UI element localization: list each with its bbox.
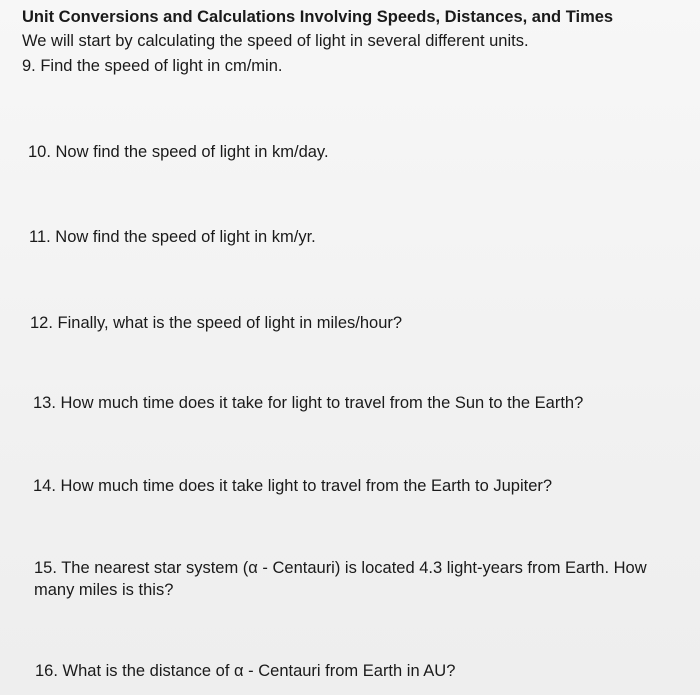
question-14: 14. How much time does it take light to travel from the Earth to Jupiter? [33, 477, 553, 495]
question-10: 10. Now find the speed of light in km/day. [28, 143, 329, 161]
question-15-line-2: many miles is this? [34, 581, 174, 599]
question-11: 11. Now find the speed of light in km/yr. [29, 228, 316, 246]
question-9: 9. Find the speed of light in cm/min. [22, 57, 283, 75]
question-13: 13. How much time does it take for light to travel from the Sun to the Earth? [33, 394, 584, 412]
worksheet-title: Unit Conversions and Calculations Involving Speeds, Distances, and Times [22, 8, 614, 26]
question-12: 12. Finally, what is the speed of light in miles/hour? [30, 314, 403, 332]
intro-text: We will start by calculating the speed of light in several different units. [22, 32, 529, 50]
question-15-line-1: 15. The nearest star system (α - Centauri) is located 4.3 light-years from Earth. How [34, 559, 647, 577]
question-16: 16. What is the distance of α - Centauri from Earth in AU? [35, 662, 456, 680]
